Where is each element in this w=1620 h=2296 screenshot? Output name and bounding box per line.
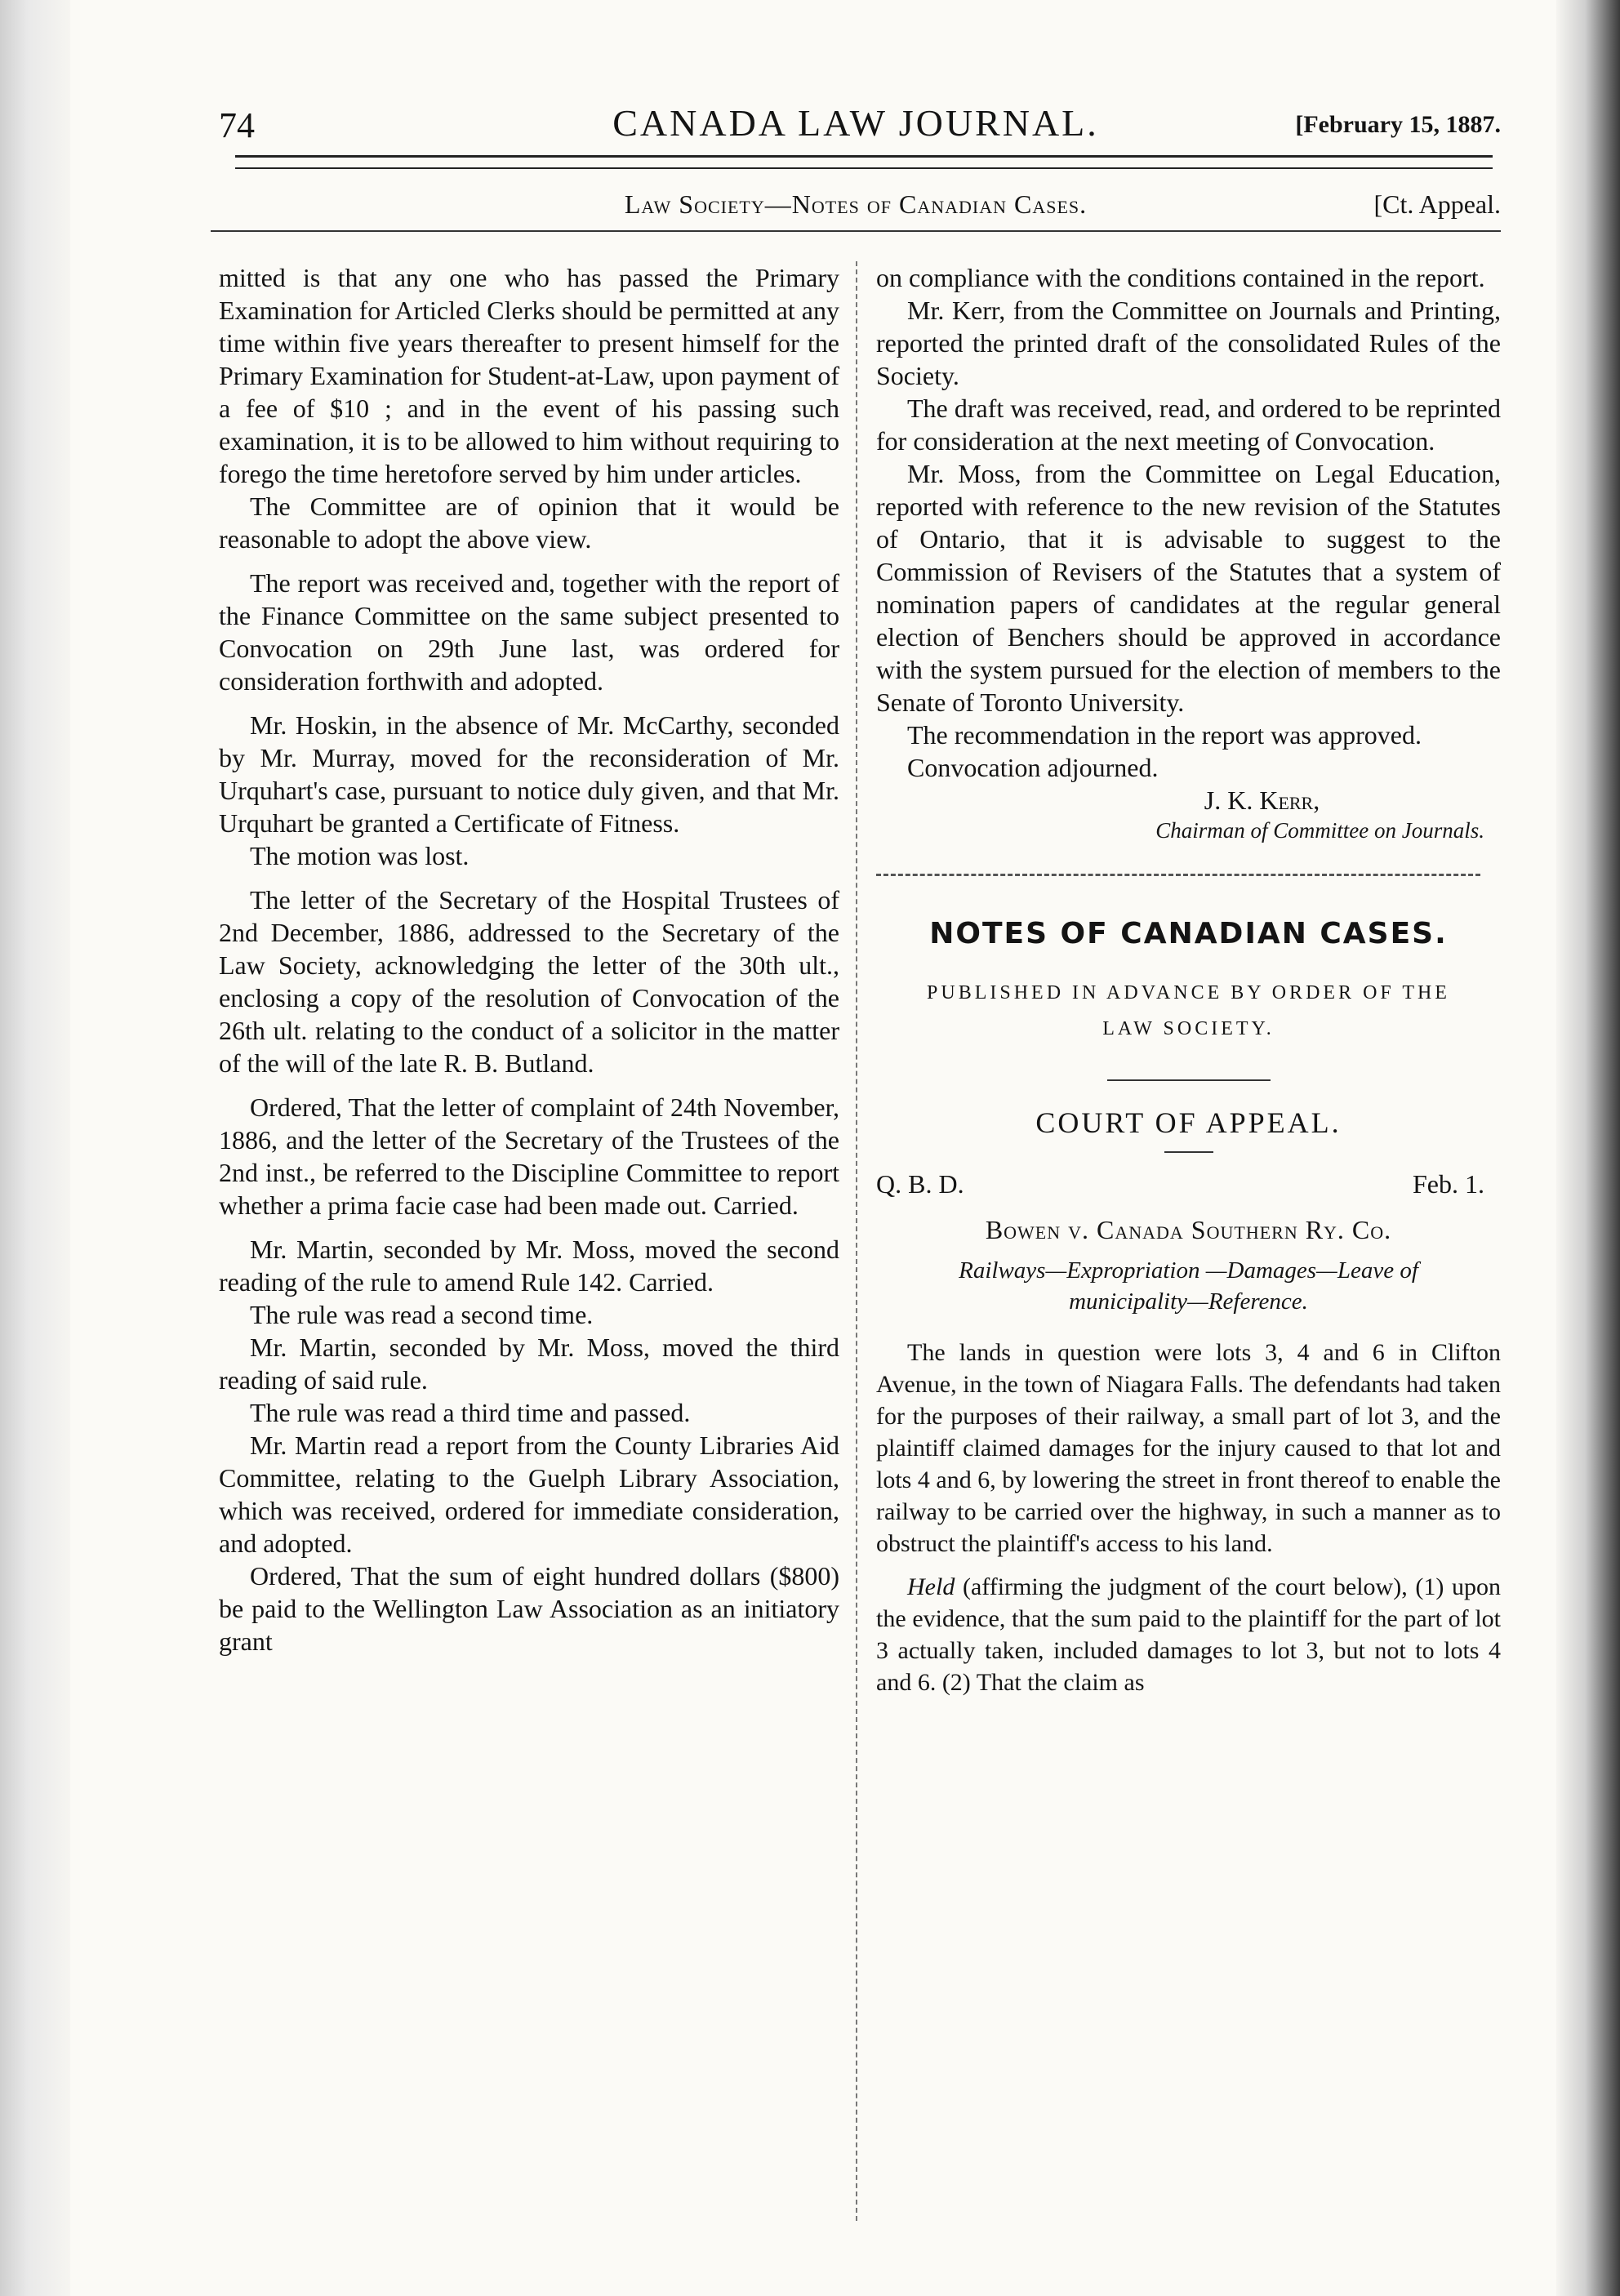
court-heading: COURT OF APPEAL. — [1035, 1106, 1342, 1139]
paragraph: Convocation adjourned. — [907, 753, 1159, 782]
page-header — [211, 98, 1501, 155]
paragraph: The motion was lost. — [250, 841, 470, 870]
case-facts: The lands in question were lots 3, 4 and 6 in Clifton Avenue, in the town of Niagara Falls. The defendants had taken for the purposes of their railway, a small part of lot 3, and the plaintiff claimed damages for the injury caused to that lot and lots 4 and 6, by lowering the street in front thereof to enable the railway to be carried over the highway, in such a manner as to obstruct the plaintiff's access to his land. — [876, 1339, 1501, 1557]
held-label: Held — [907, 1573, 955, 1600]
journal-page — [211, 82, 1501, 2237]
signature-role: Chairman of Committee on Journals. — [1155, 818, 1484, 843]
short-rule — [1107, 1079, 1271, 1081]
paragraph: The rule was read a second time. — [250, 1300, 594, 1329]
paragraph: Mr. Martin, seconded by Mr. Moss, moved the third reading of said rule. — [219, 1333, 839, 1395]
page-number: 74 — [219, 105, 255, 145]
running-head-rule — [211, 230, 1501, 232]
paragraph: Ordered, That the sum of eight hundred dollars ($800) be paid to the Wellington Law Association as an initiatory grant — [219, 1561, 839, 1656]
tiny-rule — [1164, 1151, 1213, 1153]
paragraph: The recommendation in the report was approved. — [907, 720, 1422, 750]
paragraph: Mr. Martin read a report from the County Libraries Aid Committee, relating to the Guelph Library Association, which was received, ordered for immediate consideration, and adopted. — [219, 1431, 839, 1558]
paragraph: Mr. Kerr, from the Committee on Journals and Printing, reported the printed draft of the consolidated Rules of the Society. — [876, 296, 1501, 390]
header-double-rule — [235, 155, 1493, 169]
paragraph: The rule was read a third time and passed. — [250, 1398, 691, 1427]
scanned-page-edge-right — [1556, 0, 1620, 2296]
paragraph: The draft was received, read, and ordered to be reprinted for consideration at the next meeting of Convocation. — [876, 394, 1501, 456]
right-column — [876, 261, 1501, 1698]
case-topic-line-1: Railways—Expropriation —Damages—Leave of — [959, 1257, 1418, 1284]
scanned-page-edge-left — [0, 0, 70, 2296]
left-column — [219, 261, 839, 1657]
column-divider — [856, 261, 857, 2221]
case-court: Q. B. D. — [876, 1169, 964, 1199]
case-citation-line — [876, 1169, 1501, 1205]
running-head — [211, 185, 1501, 225]
signature-name: J. K. Kerr, — [1204, 785, 1320, 815]
published-line-2: LAW SOCIETY. — [1102, 1018, 1275, 1039]
issue-date: [February 15, 1887. — [1295, 111, 1501, 138]
paragraph: Mr. Moss, from the Committee on Legal Education, reported with reference to the new revision of the Statutes of Ontario, that it is advisable to suggest to the Commission of Revisers of the Statutes that a system of nomination papers of candidates at the regular general election of Benchers should be approved in accordance with the system pursued for the election of members to the Senate of Toronto University. — [876, 459, 1501, 717]
notes-heading: NOTES OF CANADIAN CASES. — [929, 917, 1448, 950]
paragraph: Mr. Hoskin, in the absence of Mr. McCarthy, seconded by Mr. Murray, moved for the reconsideration of Mr. Urquhart's case, pursuant to notice duly given, and that Mr. Urquhart be granted a Certificate of Fitness. — [219, 710, 839, 838]
section-break-rule — [876, 874, 1480, 876]
paragraph: Mr. Martin, seconded by Mr. Moss, moved the second reading of the rule to amend Rule 142. Carried. — [219, 1235, 839, 1297]
paragraph: mitted is that any one who has passed the Primary Examination for Articled Clerks should be permitted at any time within five years thereafter to present himself for the Primary Examination for Student-at-Law, upon payment of a fee of $10 ; and in the event of his passing such examination, it is to be allowed to him without requiring to forego the time heretofore served by him under articles. — [219, 263, 839, 488]
paragraph: on compliance with the conditions contained in the report. — [876, 263, 1485, 292]
case-date: Feb. 1. — [1413, 1169, 1484, 1199]
case-topic — [876, 1255, 1501, 1317]
case-topic-line-2: municipality—Reference. — [1069, 1288, 1308, 1315]
paragraph: Ordered, That the letter of complaint of 24th November, 1886, and the letter of the Secretary of the Trustees of the 2nd inst., be referred to the Discipline Committee to report whether a prima facie case had been made out. Carried. — [219, 1092, 839, 1220]
paragraph: The letter of the Secretary of the Hospital Trustees of 2nd December, 1886, addressed to the Secretary of the Law Society, acknowledging the letter of the 30th ult., enclosing a copy of the resolution of Convocation of the 26th ult. relating to the conduct of a solicitor in the matter of the will of the late R. B. Butland. — [219, 885, 839, 1078]
held-text: (affirming the judgment of the court below), (1) upon the evidence, that the sum paid to the plaintiff for the part of lot 3 actually taken, included damages to lot 3, but not to lots 4 and 6. (2) That the claim as — [876, 1573, 1501, 1696]
paragraph: The report was received and, together with the report of the Finance Committee on the same subject presented to Convocation on 29th June last, was ordered for consideration forthwith and adopted. — [219, 568, 839, 696]
section-title: Law Society—Notes of Canadian Cases. — [624, 189, 1088, 219]
published-line-1: PUBLISHED IN ADVANCE BY ORDER OF THE — [927, 982, 1450, 1003]
case-holding — [876, 1571, 1501, 1698]
case-name: Bowen v. Canada Southern Ry. Co. — [985, 1215, 1392, 1244]
paragraph: The Committee are of opinion that it would be reasonable to adopt the above view. — [219, 492, 839, 554]
court-tag: [Ct. Appeal. — [1373, 189, 1501, 219]
journal-title: CANADA LAW JOURNAL. — [612, 102, 1099, 144]
published-notice — [876, 975, 1501, 1047]
